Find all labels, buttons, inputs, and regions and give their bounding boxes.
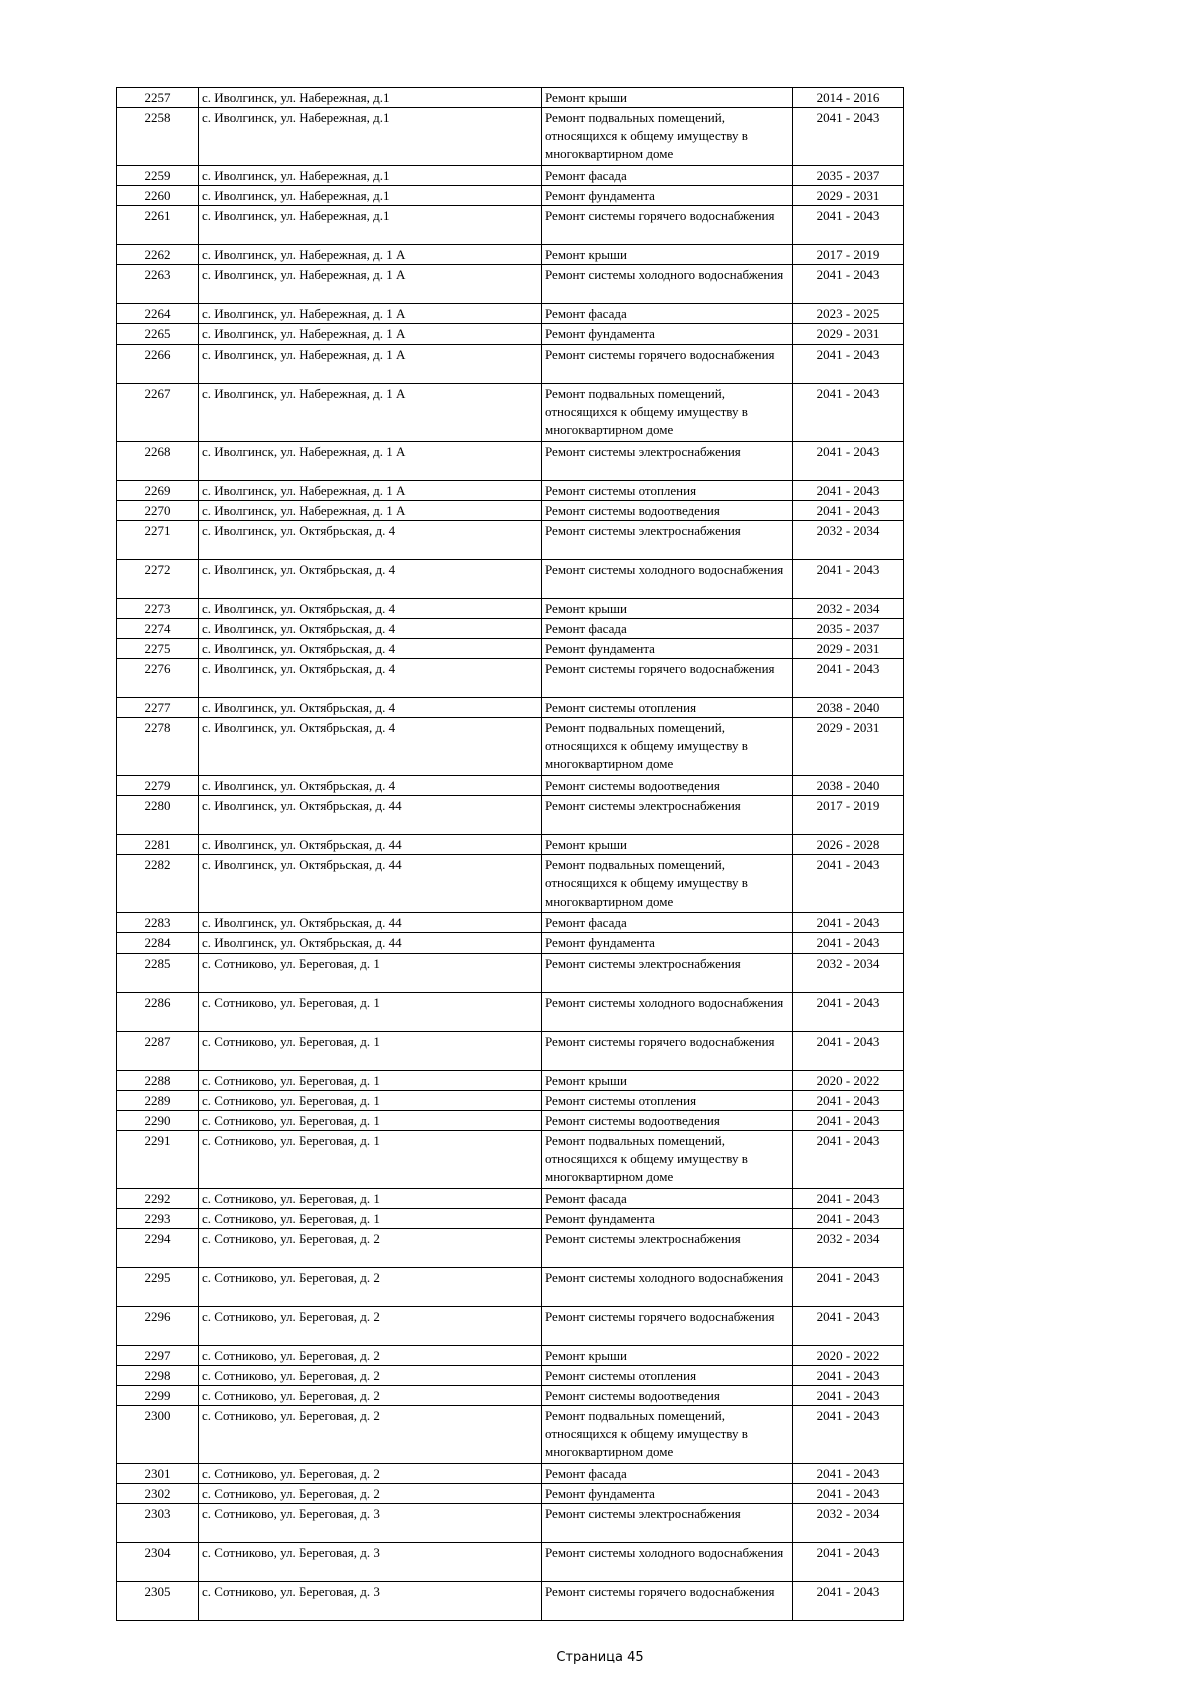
table-row [117,992,904,1031]
table-row [117,913,904,933]
period-cell: 2041 - 2043 [793,913,904,933]
row-number: 2273 [117,598,199,618]
row-number: 2270 [117,500,199,520]
period-cell: 2023 - 2025 [793,304,904,324]
row-number: 2259 [117,166,199,186]
table-body [117,88,904,1621]
period-cell: 2041 - 2043 [793,108,904,166]
row-number: 2258 [117,108,199,166]
table-row [117,344,904,383]
work-type-cell: Ремонт системы горячего водоснабжения [542,1306,793,1345]
period-cell: 2041 - 2043 [793,1464,904,1484]
table-row [117,1070,904,1090]
work-type-cell: Ремонт подвальных помещений, относящихся к общему имуществу в многоквартирном доме [542,718,793,776]
table-row [117,500,904,520]
row-number: 2301 [117,1464,199,1484]
table-row [117,1208,904,1228]
work-type-cell: Ремонт крыши [542,88,793,108]
period-cell: 2041 - 2043 [793,500,904,520]
table-row [117,953,904,992]
row-number: 2298 [117,1366,199,1386]
period-cell: 2029 - 2031 [793,718,904,776]
work-type-cell: Ремонт системы горячего водоснабжения [542,659,793,698]
period-cell: 2032 - 2034 [793,1504,904,1543]
period-cell: 2014 - 2016 [793,88,904,108]
row-number: 2274 [117,618,199,638]
period-cell: 2041 - 2043 [793,1484,904,1504]
work-type-cell: Ремонт системы электроснабжения [542,796,793,835]
period-cell: 2041 - 2043 [793,1031,904,1070]
address-cell: с. Сотниково, ул. Береговая, д. 2 [199,1484,542,1504]
table-row [117,1484,904,1504]
table-row [117,1386,904,1406]
work-type-cell: Ремонт системы холодного водоснабжения [542,559,793,598]
period-cell: 2041 - 2043 [793,992,904,1031]
period-cell: 2032 - 2034 [793,520,904,559]
period-cell: 2035 - 2037 [793,166,904,186]
row-number: 2284 [117,933,199,953]
period-cell: 2041 - 2043 [793,1208,904,1228]
period-cell: 2029 - 2031 [793,324,904,344]
row-number: 2287 [117,1031,199,1070]
period-cell: 2041 - 2043 [793,265,904,304]
row-number: 2288 [117,1070,199,1090]
work-type-cell: Ремонт крыши [542,598,793,618]
work-type-cell: Ремонт системы горячего водоснабжения [542,1582,793,1621]
work-type-cell: Ремонт фундамента [542,324,793,344]
period-cell: 2032 - 2034 [793,598,904,618]
period-cell: 2041 - 2043 [793,1386,904,1406]
period-cell: 2041 - 2043 [793,344,904,383]
work-type-cell: Ремонт фасада [542,618,793,638]
work-type-cell: Ремонт системы электроснабжения [542,441,793,480]
table-row [117,1306,904,1345]
period-cell: 2041 - 2043 [793,1090,904,1110]
table-row [117,265,904,304]
address-cell: с. Иволгинск, ул. Набережная, д. 1 А [199,480,542,500]
address-cell: с. Сотниково, ул. Береговая, д. 1 [199,992,542,1031]
address-cell: с. Иволгинск, ул. Октябрьская, д. 4 [199,520,542,559]
period-cell: 2041 - 2043 [793,1582,904,1621]
row-number: 2277 [117,698,199,718]
table-row [117,88,904,108]
row-number: 2299 [117,1386,199,1406]
work-type-cell: Ремонт системы отопления [542,1090,793,1110]
row-number: 2281 [117,835,199,855]
work-type-cell: Ремонт системы отопления [542,698,793,718]
work-type-cell: Ремонт системы электроснабжения [542,1504,793,1543]
address-cell: с. Сотниково, ул. Береговая, д. 3 [199,1543,542,1582]
table-row [117,166,904,186]
work-type-cell: Ремонт системы водоотведения [542,1110,793,1130]
row-number: 2304 [117,1543,199,1582]
address-cell: с. Сотниково, ул. Береговая, д. 3 [199,1504,542,1543]
address-cell: с. Иволгинск, ул. Набережная, д. 1 А [199,324,542,344]
work-type-cell: Ремонт системы холодного водоснабжения [542,265,793,304]
address-cell: с. Сотниково, ул. Береговая, д. 2 [199,1306,542,1345]
work-type-cell: Ремонт подвальных помещений, относящихся к общему имуществу в многоквартирном доме [542,1130,793,1188]
address-cell: с. Сотниково, ул. Береговая, д. 2 [199,1228,542,1267]
work-type-cell: Ремонт системы электроснабжения [542,953,793,992]
row-number: 2289 [117,1090,199,1110]
row-number: 2293 [117,1208,199,1228]
row-number: 2291 [117,1130,199,1188]
table-row [117,1464,904,1484]
row-number: 2280 [117,796,199,835]
period-cell: 2020 - 2022 [793,1070,904,1090]
address-cell: с. Иволгинск, ул. Набережная, д.1 [199,186,542,206]
table-row [117,835,904,855]
row-number: 2292 [117,1188,199,1208]
address-cell: с. Иволгинск, ул. Набережная, д.1 [199,88,542,108]
row-number: 2286 [117,992,199,1031]
address-cell: с. Сотниково, ул. Береговая, д. 2 [199,1406,542,1464]
row-number: 2300 [117,1406,199,1464]
address-cell: с. Иволгинск, ул. Набережная, д. 1 А [199,500,542,520]
address-cell: с. Иволгинск, ул. Октябрьская, д. 4 [199,659,542,698]
work-type-cell: Ремонт фундамента [542,933,793,953]
work-type-cell: Ремонт системы водоотведения [542,776,793,796]
address-cell: с. Сотниково, ул. Береговая, д. 1 [199,1070,542,1090]
work-type-cell: Ремонт подвальных помещений, относящихся к общему имуществу в многоквартирном доме [542,1406,793,1464]
address-cell: с. Иволгинск, ул. Октябрьская, д. 4 [199,638,542,658]
table-row [117,698,904,718]
row-number: 2303 [117,1504,199,1543]
address-cell: с. Сотниково, ул. Береговая, д. 2 [199,1267,542,1306]
period-cell: 2041 - 2043 [793,933,904,953]
period-cell: 2032 - 2034 [793,953,904,992]
table-row [117,383,904,441]
period-cell: 2035 - 2037 [793,618,904,638]
table-row [117,618,904,638]
row-number: 2266 [117,344,199,383]
table-row [117,1130,904,1188]
table-row [117,659,904,698]
row-number: 2302 [117,1484,199,1504]
period-cell: 2038 - 2040 [793,776,904,796]
row-number: 2294 [117,1228,199,1267]
row-number: 2261 [117,206,199,245]
period-cell: 2017 - 2019 [793,245,904,265]
period-cell: 2041 - 2043 [793,1406,904,1464]
address-cell: с. Иволгинск, ул. Набережная, д.1 [199,108,542,166]
row-number: 2260 [117,186,199,206]
work-type-cell: Ремонт системы электроснабжения [542,520,793,559]
row-number: 2271 [117,520,199,559]
period-cell: 2041 - 2043 [793,1543,904,1582]
table-row [117,638,904,658]
period-cell: 2041 - 2043 [793,1366,904,1386]
address-cell: с. Иволгинск, ул. Октябрьская, д. 44 [199,796,542,835]
period-cell: 2020 - 2022 [793,1345,904,1365]
period-cell: 2017 - 2019 [793,796,904,835]
address-cell: с. Иволгинск, ул. Октябрьская, д. 44 [199,913,542,933]
period-cell: 2041 - 2043 [793,441,904,480]
page-number: Страница 45 [556,1650,644,1665]
table-row [117,324,904,344]
address-cell: с. Иволгинск, ул. Набережная, д.1 [199,166,542,186]
table-row [117,1188,904,1208]
address-cell: с. Иволгинск, ул. Октябрьская, д. 4 [199,776,542,796]
table-row [117,796,904,835]
address-cell: с. Сотниково, ул. Береговая, д. 1 [199,1130,542,1188]
address-cell: с. Иволгинск, ул. Октябрьская, д. 4 [199,559,542,598]
address-cell: с. Иволгинск, ул. Октябрьская, д. 4 [199,598,542,618]
table-row [117,1504,904,1543]
table-row [117,1090,904,1110]
table-row [117,1582,904,1621]
work-type-cell: Ремонт системы горячего водоснабжения [542,1031,793,1070]
row-number: 2279 [117,776,199,796]
work-type-cell: Ремонт системы водоотведения [542,500,793,520]
row-number: 2267 [117,383,199,441]
table-row [117,186,904,206]
table-row [117,718,904,776]
table-row [117,520,904,559]
table-row [117,776,904,796]
work-type-cell: Ремонт подвальных помещений, относящихся к общему имуществу в многоквартирном доме [542,108,793,166]
row-number: 2296 [117,1306,199,1345]
row-number: 2265 [117,324,199,344]
work-type-cell: Ремонт фундамента [542,638,793,658]
row-number: 2257 [117,88,199,108]
row-number: 2263 [117,265,199,304]
table-row [117,1110,904,1130]
address-cell: с. Иволгинск, ул. Октябрьская, д. 4 [199,718,542,776]
table-row [117,1031,904,1070]
work-type-cell: Ремонт подвальных помещений, относящихся к общему имуществу в многоквартирном доме [542,855,793,913]
table-row [117,480,904,500]
address-cell: с. Иволгинск, ул. Набережная, д. 1 А [199,304,542,324]
work-type-cell: Ремонт фасада [542,166,793,186]
period-cell: 2038 - 2040 [793,698,904,718]
period-cell: 2041 - 2043 [793,659,904,698]
work-type-cell: Ремонт фасада [542,913,793,933]
work-type-cell: Ремонт системы отопления [542,480,793,500]
table-row [117,855,904,913]
address-cell: с. Иволгинск, ул. Набережная, д. 1 А [199,383,542,441]
address-cell: с. Иволгинск, ул. Набережная, д. 1 А [199,265,542,304]
period-cell: 2041 - 2043 [793,1130,904,1188]
work-type-cell: Ремонт крыши [542,1345,793,1365]
address-cell: с. Сотниково, ул. Береговая, д. 1 [199,1031,542,1070]
address-cell: с. Сотниково, ул. Береговая, д. 1 [199,1208,542,1228]
table-row [117,108,904,166]
period-cell: 2041 - 2043 [793,1110,904,1130]
row-number: 2264 [117,304,199,324]
address-cell: с. Иволгинск, ул. Набережная, д.1 [199,206,542,245]
work-type-cell: Ремонт системы холодного водоснабжения [542,992,793,1031]
row-number: 2262 [117,245,199,265]
table-row [117,206,904,245]
work-type-cell: Ремонт системы холодного водоснабжения [542,1267,793,1306]
table-row [117,245,904,265]
work-type-cell: Ремонт системы горячего водоснабжения [542,206,793,245]
period-cell: 2041 - 2043 [793,206,904,245]
work-type-cell: Ремонт фундамента [542,1484,793,1504]
address-cell: с. Иволгинск, ул. Октябрьская, д. 4 [199,698,542,718]
table-row [117,1406,904,1464]
work-type-cell: Ремонт системы отопления [542,1366,793,1386]
table-row [117,441,904,480]
period-cell: 2026 - 2028 [793,835,904,855]
table-row [117,1543,904,1582]
address-cell: с. Иволгинск, ул. Октябрьская, д. 44 [199,933,542,953]
table-row [117,1366,904,1386]
work-type-cell: Ремонт крыши [542,835,793,855]
row-number: 2272 [117,559,199,598]
work-type-cell: Ремонт системы электроснабжения [542,1228,793,1267]
address-cell: с. Сотниково, ул. Береговая, д. 1 [199,1188,542,1208]
work-type-cell: Ремонт фасада [542,304,793,324]
row-number: 2269 [117,480,199,500]
work-type-cell: Ремонт системы холодного водоснабжения [542,1543,793,1582]
work-type-cell: Ремонт крыши [542,1070,793,1090]
address-cell: с. Сотниково, ул. Береговая, д. 2 [199,1386,542,1406]
address-cell: с. Сотниково, ул. Береговая, д. 1 [199,953,542,992]
period-cell: 2029 - 2031 [793,638,904,658]
table-row [117,1345,904,1365]
period-cell: 2032 - 2034 [793,1228,904,1267]
row-number: 2305 [117,1582,199,1621]
row-number: 2275 [117,638,199,658]
period-cell: 2041 - 2043 [793,383,904,441]
table-row [117,1267,904,1306]
row-number: 2297 [117,1345,199,1365]
period-cell: 2041 - 2043 [793,1306,904,1345]
table-row [117,598,904,618]
row-number: 2290 [117,1110,199,1130]
table-row [117,559,904,598]
work-type-cell: Ремонт фундамента [542,186,793,206]
address-cell: с. Иволгинск, ул. Октябрьская, д. 44 [199,835,542,855]
work-type-cell: Ремонт фундамента [542,1208,793,1228]
table-row [117,933,904,953]
row-number: 2276 [117,659,199,698]
address-cell: с. Иволгинск, ул. Набережная, д. 1 А [199,245,542,265]
row-number: 2278 [117,718,199,776]
work-type-cell: Ремонт фасада [542,1188,793,1208]
table-row [117,304,904,324]
address-cell: с. Сотниково, ул. Береговая, д. 1 [199,1110,542,1130]
work-type-cell: Ремонт крыши [542,245,793,265]
work-type-cell: Ремонт системы водоотведения [542,1386,793,1406]
period-cell: 2041 - 2043 [793,1267,904,1306]
period-cell: 2041 - 2043 [793,855,904,913]
work-type-cell: Ремонт системы горячего водоснабжения [542,344,793,383]
address-cell: с. Сотниково, ул. Береговая, д. 3 [199,1582,542,1621]
address-cell: с. Сотниково, ул. Береговая, д. 2 [199,1366,542,1386]
row-number: 2283 [117,913,199,933]
row-number: 2285 [117,953,199,992]
address-cell: с. Иволгинск, ул. Октябрьская, д. 4 [199,618,542,638]
row-number: 2295 [117,1267,199,1306]
address-cell: с. Сотниково, ул. Береговая, д. 2 [199,1464,542,1484]
period-cell: 2041 - 2043 [793,480,904,500]
table-row [117,1228,904,1267]
address-cell: с. Иволгинск, ул. Набережная, д. 1 А [199,441,542,480]
address-cell: с. Иволгинск, ул. Набережная, д. 1 А [199,344,542,383]
work-type-cell: Ремонт фасада [542,1464,793,1484]
row-number: 2268 [117,441,199,480]
period-cell: 2041 - 2043 [793,1188,904,1208]
work-schedule-table [116,87,904,1621]
address-cell: с. Иволгинск, ул. Октябрьская, д. 44 [199,855,542,913]
address-cell: с. Сотниково, ул. Береговая, д. 1 [199,1090,542,1110]
address-cell: с. Сотниково, ул. Береговая, д. 2 [199,1345,542,1365]
period-cell: 2041 - 2043 [793,559,904,598]
row-number: 2282 [117,855,199,913]
work-type-cell: Ремонт подвальных помещений, относящихся к общему имуществу в многоквартирном доме [542,383,793,441]
period-cell: 2029 - 2031 [793,186,904,206]
